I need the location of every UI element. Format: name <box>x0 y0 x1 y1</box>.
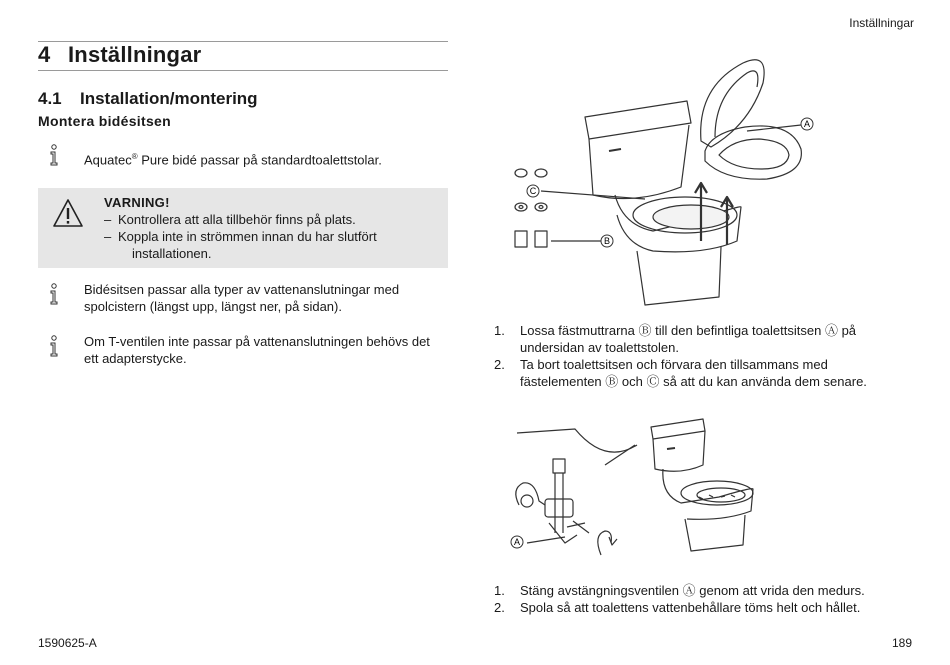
document-number: 1590625-A <box>38 636 97 650</box>
warning-title: VARNING! <box>104 195 170 210</box>
step-item <box>494 582 894 599</box>
chapter-heading <box>38 42 201 68</box>
info-icon <box>48 144 60 166</box>
dash-bullet: – <box>104 212 112 227</box>
page-number: 189 <box>891 636 912 650</box>
chapter-number: 4 <box>38 42 51 67</box>
tank-lid <box>585 101 691 139</box>
note-line: ett adapterstycke. <box>84 351 187 366</box>
step-number: 1. <box>494 583 505 598</box>
subsection-heading: Montera bidésitsen <box>38 113 171 129</box>
callout-c <box>527 185 539 197</box>
step-item <box>494 599 894 616</box>
callout-b <box>601 235 613 247</box>
info-icon <box>48 335 60 357</box>
step-item <box>494 322 894 356</box>
step-text: till den befintliga toalettsitsen <box>651 323 825 338</box>
step-text: fästelementen <box>520 374 606 389</box>
section-title: Installation/montering <box>80 89 258 108</box>
section-number: 4.1 <box>38 89 62 108</box>
callout-a <box>801 118 813 130</box>
note-line: Om T-ventilen inte passar på vattenanslutningen behövs det <box>84 334 430 349</box>
step-number: 2. <box>494 357 505 372</box>
steps-shutoff-flush <box>494 582 894 616</box>
step-number: 1. <box>494 323 505 338</box>
step-text: genom att vrida den medurs. <box>695 583 865 598</box>
warning-box <box>38 188 448 268</box>
callout-letter: C <box>529 186 537 196</box>
figure-shutoff-valve <box>505 405 785 565</box>
callout-letter: A <box>803 119 811 129</box>
step-text: Lossa fästmuttrarna <box>520 323 639 338</box>
callout-ref-b: Ⓑ <box>638 323 652 338</box>
callout-ref-c: Ⓒ <box>646 374 660 389</box>
steps-seat-removal <box>494 322 894 390</box>
note-line: Bidésitsen passar alla typer av vattenanslutningar med <box>84 282 400 297</box>
note-water-connections <box>84 281 399 315</box>
callout-a <box>511 536 523 548</box>
chapter-bottom-rule <box>38 70 448 71</box>
chapter-title: Inställningar <box>68 42 202 67</box>
note-t-valve-adapter <box>84 333 430 367</box>
note-line: spolcistern (längst upp, längst ner, på sidan). <box>84 299 342 314</box>
warning-item <box>104 211 434 228</box>
callout-letter: A <box>513 537 521 547</box>
callout-letter: B <box>603 236 611 246</box>
running-header: Inställningar <box>849 16 914 30</box>
step-number: 2. <box>494 600 505 615</box>
warning-item-text: Kontrollera att alla tillbehör finns på plats. <box>118 212 356 227</box>
info-icon <box>48 283 60 305</box>
callout-ref-a: Ⓐ <box>682 583 696 598</box>
callout-ref-a: Ⓐ <box>824 323 838 338</box>
callout-ref-b: Ⓑ <box>605 374 619 389</box>
step-text: Spola så att toalettens vattenbehållare töms helt och hållet. <box>520 600 861 615</box>
note-aquatec-compat <box>84 148 382 168</box>
section-heading <box>38 89 258 109</box>
step-text: Ta bort toalettsitsen och förvara den tillsammans med <box>520 357 828 372</box>
registered-mark: ® <box>131 152 138 161</box>
step-text: Stäng avstängningsventilen <box>520 583 683 598</box>
figure-seat-removal <box>505 55 885 310</box>
warning-content <box>104 194 434 262</box>
step-text: undersidan av toalettstolen. <box>520 340 679 355</box>
step-item <box>494 356 894 390</box>
note-text: Aquatec <box>84 152 132 168</box>
step-text: så att du kan använda dem senare. <box>659 374 867 389</box>
warning-item-continuation: installationen. <box>132 246 212 261</box>
dash-bullet: – <box>104 229 112 244</box>
step-text: på <box>837 323 857 338</box>
warning-item-text: Koppla inte in strömmen innan du har slutfört <box>118 229 377 244</box>
warning-triangle-icon <box>52 198 84 228</box>
warning-item <box>104 228 434 245</box>
step-text: och <box>618 374 647 389</box>
note-text: Pure bidé passar på standardtoalettstolar. <box>137 152 382 168</box>
